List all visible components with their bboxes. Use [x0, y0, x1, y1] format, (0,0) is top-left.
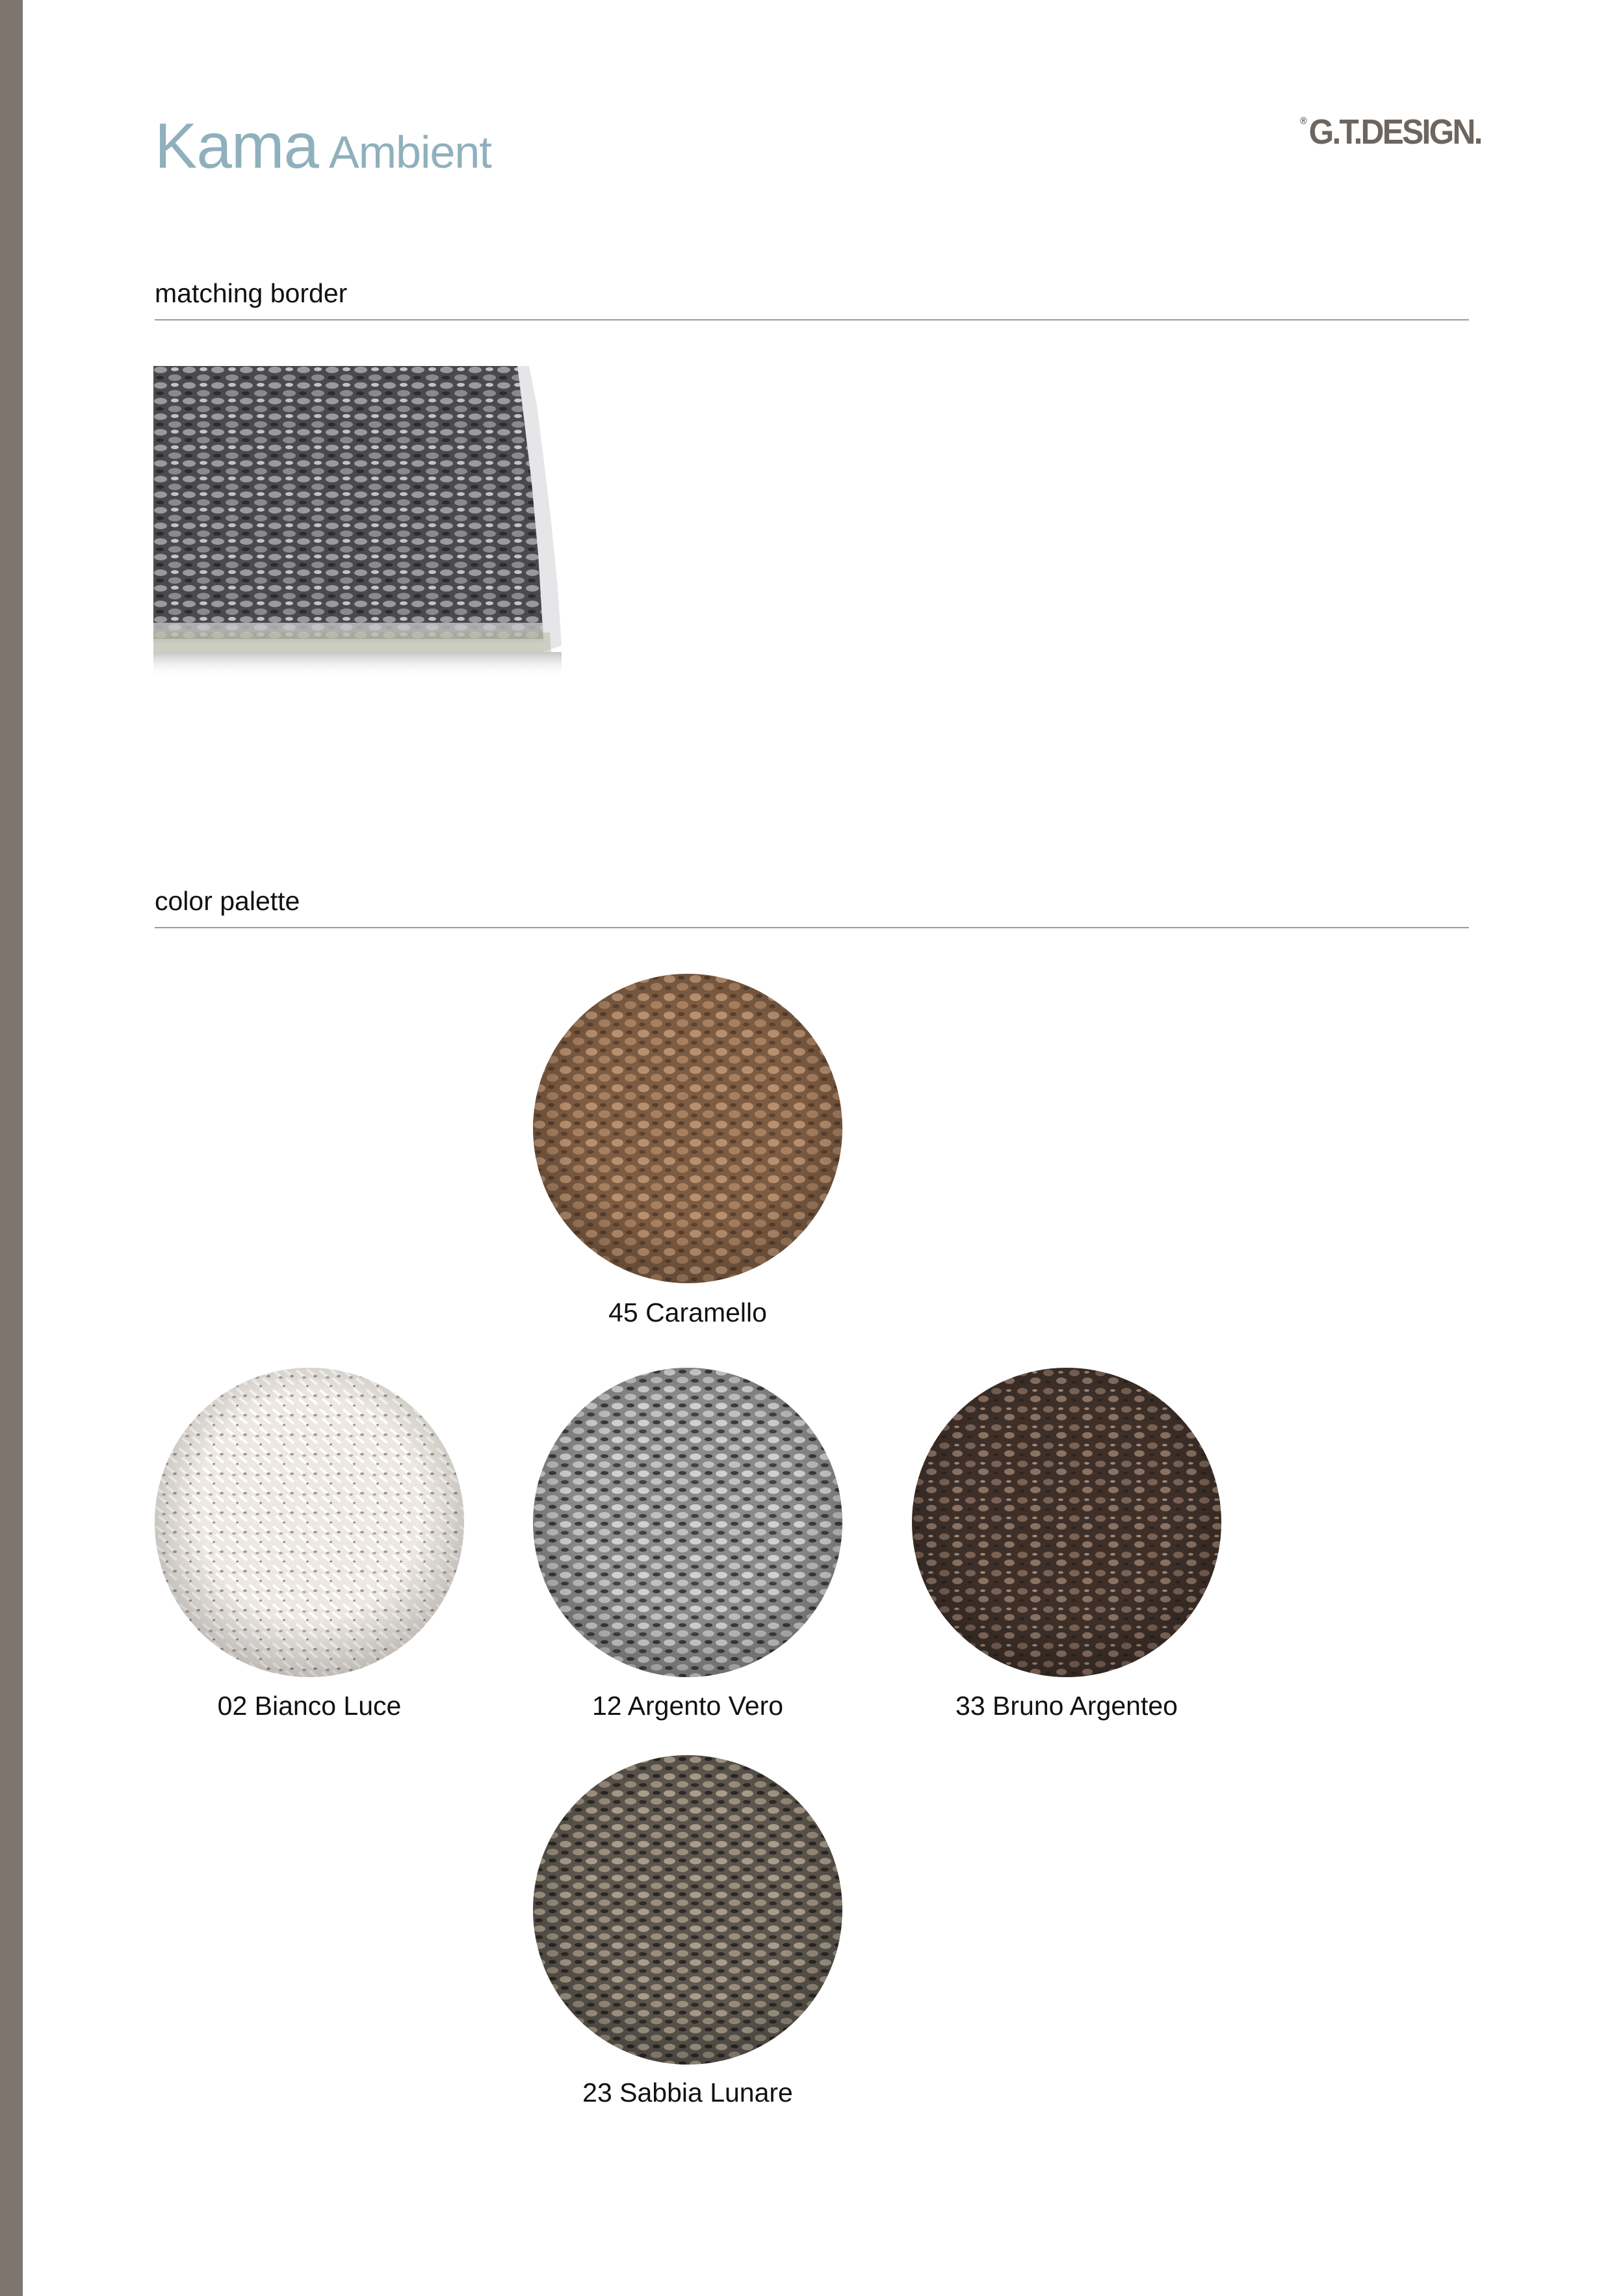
swatch-label: 02 Bianco Luce — [217, 1691, 402, 1721]
brand-logo — [1300, 112, 1481, 152]
section-divider — [155, 927, 1469, 928]
matching-border-image — [153, 366, 562, 691]
section-heading-matching-border: matching border — [155, 278, 348, 308]
swatch-label: 12 Argento Vero — [591, 1691, 784, 1721]
title-main: Kama — [155, 110, 319, 181]
swatch-caramello — [533, 974, 842, 1283]
swatch-label: 45 Caramello — [608, 1298, 767, 1327]
swatch-argento-vero — [533, 1368, 842, 1677]
section-heading-color-palette: color palette — [155, 886, 300, 916]
swatch-label: 33 Bruno Argenteo — [955, 1691, 1178, 1721]
side-accent-bar — [0, 0, 23, 2296]
brand-logo-text: G.T.DESIGN. — [1308, 112, 1481, 151]
section-divider — [155, 319, 1469, 320]
swatch-sabbia-lunare — [533, 1755, 842, 2065]
title-sub: Ambient — [329, 127, 491, 177]
swatch-label: 23 Sabbia Lunare — [582, 2078, 793, 2107]
page-title — [155, 109, 491, 183]
registered-mark: ® — [1300, 116, 1307, 127]
swatch-bianco-luce — [155, 1368, 464, 1677]
swatch-bruno-argenteo — [912, 1368, 1221, 1677]
